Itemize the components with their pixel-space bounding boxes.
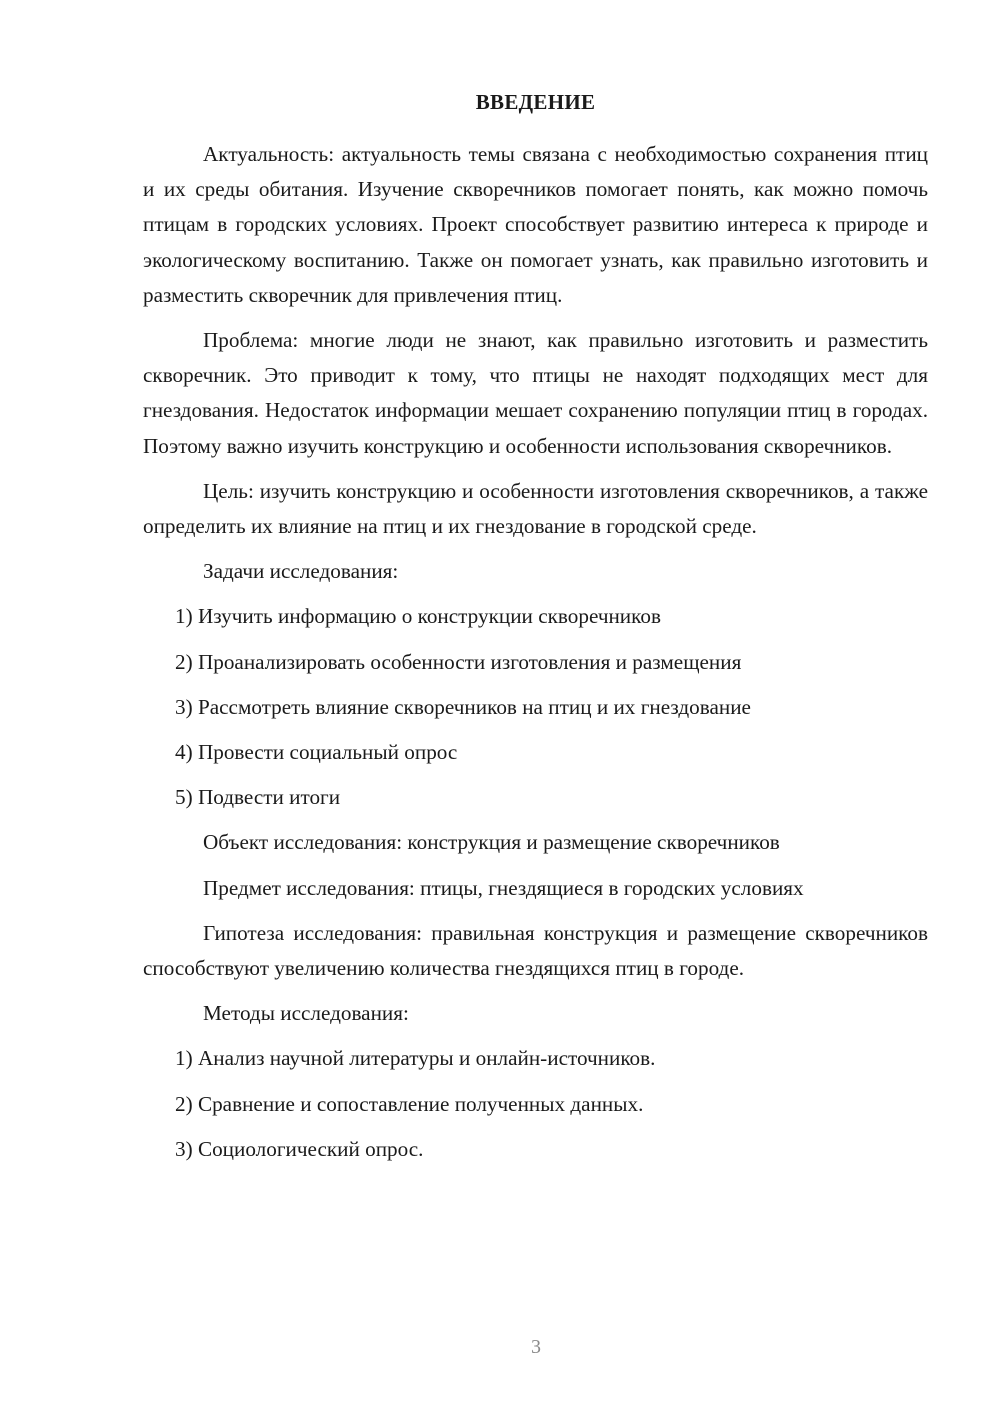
page-number: 3 [531, 1336, 541, 1358]
subject-line: Предмет исследования: птицы, гнездящиеся в городских условиях [203, 875, 804, 900]
task-item: 3) Рассмотреть влияние скворечников на птиц и их гнездование [175, 694, 751, 719]
task-item: 1) Изучить информацию о конструкции скворечников [175, 604, 661, 629]
object-line: Объект исследования: конструкция и размещение скворечников [203, 830, 780, 855]
relevance-paragraph: Актуальность: актуальность темы связана с необходимостью сохранения птиц и их среды обитания. Изучение скворечников помогает понять, как можно помочь птицам в городских условиях. Проект способствует развитию интереса к природе и экологическому воспитанию. Также он помогает узнать, как правильно изготовить и разместить скворечник для привлечения птиц. [143, 142, 928, 307]
method-item: 3) Социологический опрос. [175, 1136, 424, 1161]
goal-paragraph: Цель: изучить конструкцию и особенности изготовления скворечников, а также определить их влияние на птиц и их гнездование в городской среде. [143, 478, 928, 539]
document-page [143, 92, 928, 1177]
method-item: 1) Анализ научной литературы и онлайн-источников. [175, 1046, 656, 1071]
task-item: 4) Провести социальный опрос [175, 740, 458, 765]
tasks-heading: Задачи исследования: [203, 559, 399, 584]
hypothesis-paragraph: Гипотеза исследования: правильная конструкция и размещение скворечников способствуют увеличению количества гнездящихся птиц в городе. [143, 920, 928, 981]
task-item: 5) Подвести итоги [175, 785, 341, 810]
methods-heading: Методы исследования: [203, 1001, 409, 1026]
section-title: ВВЕДЕНИЕ [475, 90, 596, 114]
method-item: 2) Сравнение и сопоставление полученных данных. [175, 1091, 644, 1116]
task-item: 2) Проанализировать особенности изготовления и размещения [175, 649, 742, 674]
problem-paragraph: Проблема: многие люди не знают, как правильно изготовить и разместить скворечник. Это приводит к тому, что птицы не находят подходящих мест для гнездования. Недостаток информации мешает сохранению популяции птиц в городах. Поэтому важно изучить конструкцию и особенности использования скворечников. [143, 328, 928, 458]
